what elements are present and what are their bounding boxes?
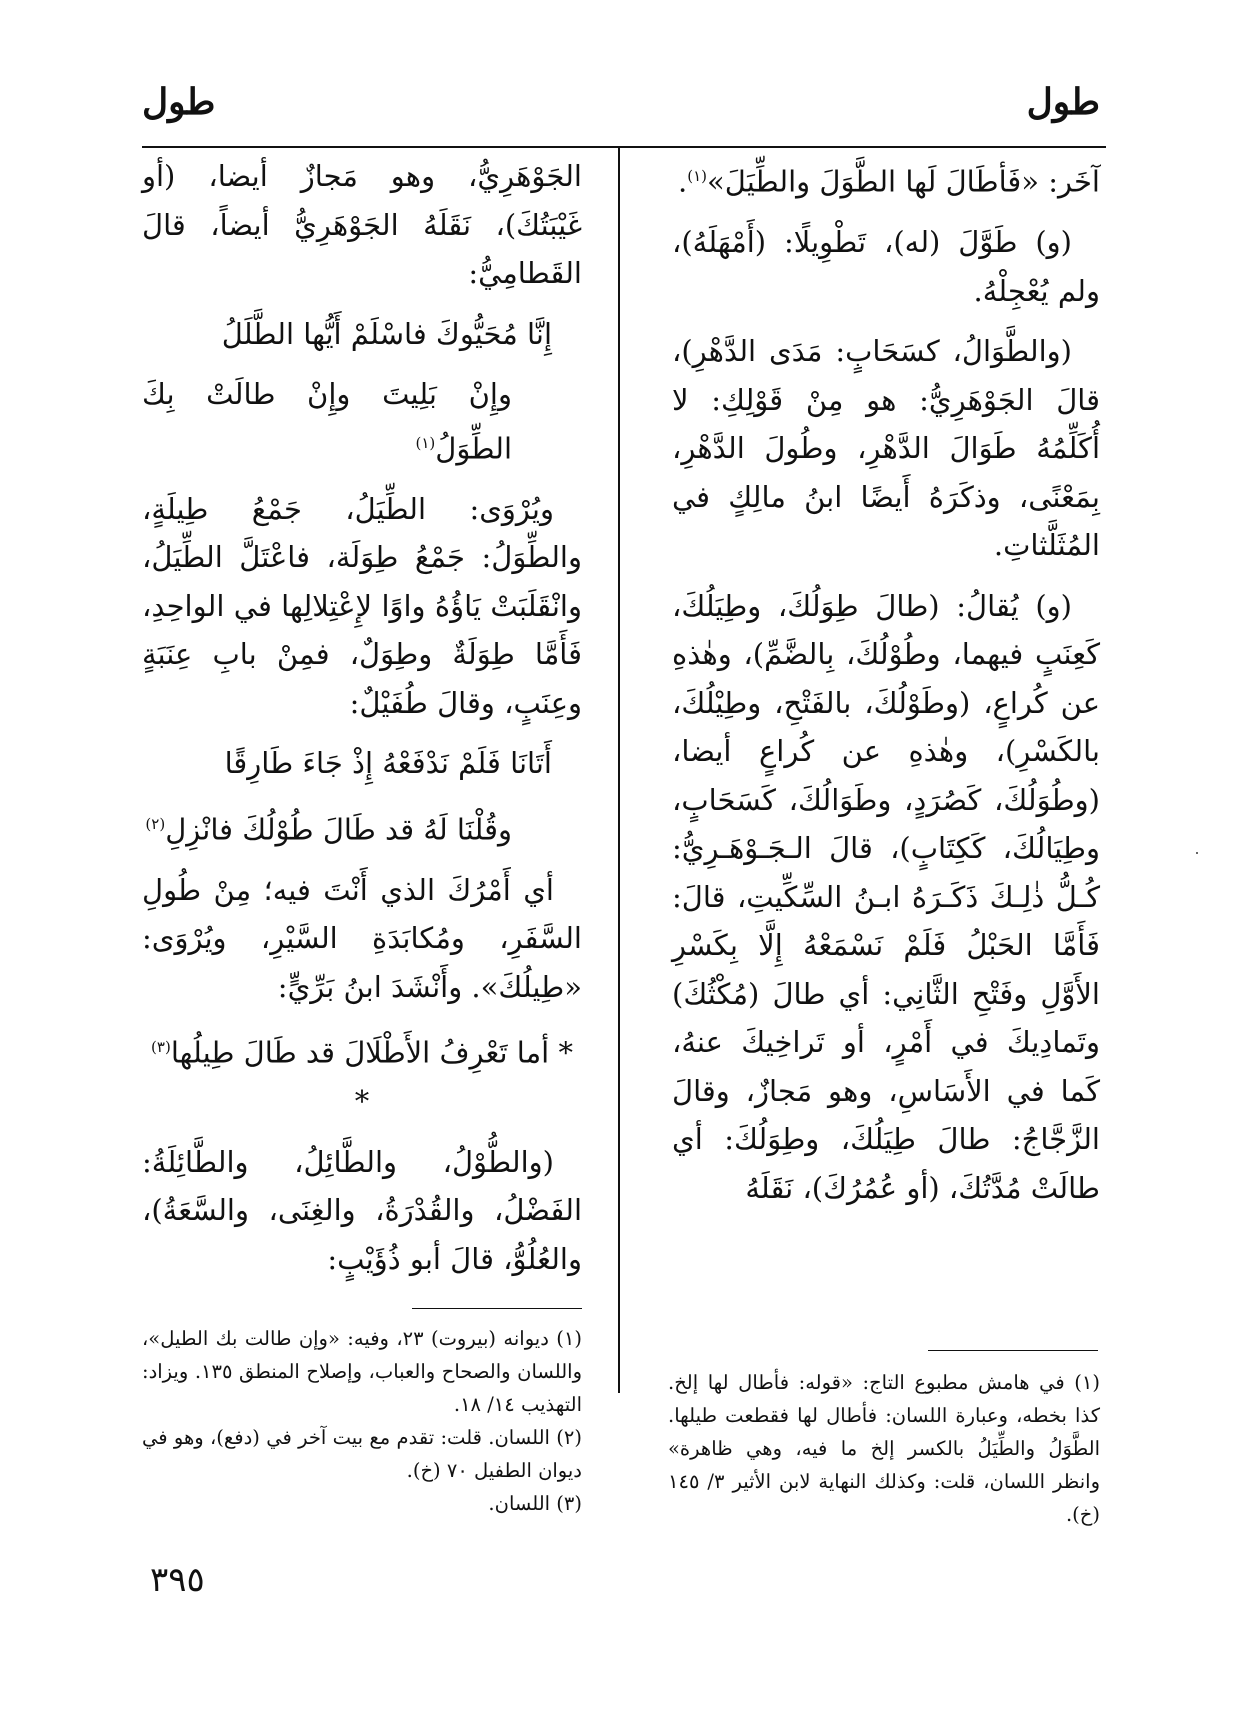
scan-speck — [1196, 852, 1198, 854]
verse-1-first-hemistich: إِنَّا مُحَيُّوكَ فاسْلَمْ أَيُّها الطَّلَلُ — [221, 316, 552, 351]
verse-3-end: * — [354, 1084, 370, 1119]
header-rule — [142, 146, 1106, 148]
verse-2b-text: وقُلْنَا لَهُ قد طَالَ طُوْلُكَ فانْزِلِ — [165, 812, 512, 847]
verse-3-text: * أما تَعْرِفُ الأَطْلَالَ قد طَالَ طِيلُها — [170, 1035, 573, 1070]
header-root-word-left: طول — [142, 81, 216, 123]
left-column — [142, 152, 582, 1295]
left-paragraph-2: ويُرْوَى: الطِّيَلُ، جَمْعُ طِيلَةٍ، والطِّوَلُ: جَمْعُ طِوَلَة، فاعْتَلَّ الطِّيَلُ، وانْقَلَبَتْ يَاؤُهُ واوًا لإِعْتِلالِها في الواحِدِ، فَأَمَّا طِوَلَةٌ وطِوَلٌ، فمِنْ بابِ عِنَبَةٍ وعِنَبٍ، وقالَ طُفَيْلٌ: — [142, 491, 582, 720]
right-column — [672, 152, 1100, 1224]
right-paragraph-3: (والطَّوَالُ، كسَحَابٍ: مَدَى الدَّهْرِ)، قالَ الجَوْهَرِيُّ: هو مِنْ قَوْلِكِ: لا أُكَلِّمُهُ طَوَالَ الدَّهْرِ، وطُولَ الدَّهْرِ، بِمَعْنًى، وذكَرَهُ أَيضًا ابنُ مالِكٍ في المُثَلَّثاتِ. — [672, 334, 1100, 563]
footnote-rule-left — [412, 1308, 582, 1309]
right-paragraph-4: (و) يُقالُ: (طالَ طِوَلُكَ، وطِيَلُكَ، كَعِنَبٍ فيهما، وطُوْلُكَ، بِالضَّمِّ)، وهٰذهِ عن كُراعٍ، (وطَوْلُكَ، بالفَتْحِ، وطِيْلُكَ، بالكَسْرِ)، وهٰذهِ عن كُراعٍ أيضا، (وطُوَلُكَ، كَصُرَدٍ، وطَوَالُكَ، كَسَحَابٍ، وطِيَالُكَ، كَكِتَابٍ)، قالَ الـجَـوْهَـرِيُّ: كُـلُّ ذٰلِـكَ ذَكَـرَهُ ابـنُ السِّكِّيتِ، قالَ: فَأَمَّا الحَبْلُ فَلَمْ نَسْمَعْهُ إِلَّا بِكَسْرِ الأَوَّلِ وفَتْحِ الثَّانِي: أي طالَ (مُكْثُكَ) وتَمادِيكَ في أَمْرٍ، أو تَراخِيكَ عنهُ، كَما في الأَسَاسِ، وهو مَجازٌ، وقالَ الزَّجَّاجُ: طالَ طِيَلُكَ، وطِوَلُكَ: أي طالَتْ مُدَّتُكَ، (أو عُمُرُكَ)، نَقَلَهُ — [672, 588, 1100, 1205]
footnote: (١) في هامش مطبوع التاج: «قوله: فأطال لها إلخ. كذا بخطه، وعبارة اللسان: فأطال لها فقطعت طيلها. الطَّوَلُ والطِّيَلُ بالكسر إلخ ما فيه، وهي ظاهرة» وانظر اللسان، قلت: وكذلك النهاية لابن الأثير ٣/ ١٤٥ (خ). — [668, 1371, 1100, 1526]
page-number: ٣٩٥ — [150, 1560, 205, 1600]
footnote-ref: (١) — [687, 167, 708, 185]
footnote-ref: (٣) — [151, 1038, 171, 1057]
footnote-rule-right — [928, 1350, 1098, 1351]
verse-2-first-hemistich: أَتَانَا فَلَمْ نَدْفَعْهُ إِذْ جَاءَ طَارِقًا — [224, 746, 552, 781]
footnotes-left — [142, 1322, 582, 1520]
right-p1-text: آخَر: «فَأطَالَ لَها الطَّوَلَ والطِّيَلَ» — [707, 164, 1100, 199]
right-paragraph-2: (و) طَوَّلَ (له)، تَطْوِيلًا: (أَمْهَلَهُ)، ولم يُعْجِلْهُ. — [672, 225, 1100, 308]
left-paragraph-1: الجَوْهَرِيُّ، وهو مَجازٌ أيضا، (أو غَيْبَتُكَ)، نَقَلَهُ الجَوْهَرِيُّ أيضاً، قالَ القَطامِيُّ: — [142, 159, 582, 290]
left-paragraph-3: أي أَمْرُكَ الذي أَنْتَ فيه؛ مِنْ طُولِ السَّفَرِ، ومُكابَدَةِ السَّيْرِ، ويُرْوَى: «طِيلُكَ». وأَنْشَدَ ابنُ بَرِّيٍّ: — [142, 872, 582, 1004]
verse-3 — [142, 1023, 582, 1126]
footnote: (١) ديوانه (بيروت) ٢٣، وفيه: «وإن طالت بك الطيل»، واللسان والصحاح والعباب، وإصلاح المنطق ١٣٥. ويزاد: التهذيب ١٤/ ١٨. — [142, 1327, 583, 1416]
footnote-ref: (١) — [415, 433, 436, 452]
verse-2-second-hemistich — [142, 800, 582, 854]
footnote: (٢) اللسان. قلت: تقدم مع بيت آخر في (دفع)، وهو في ديوان الطفيل ٧٠ (خ). — [142, 1426, 582, 1482]
footnote: (٣) اللسان. — [488, 1492, 582, 1515]
footnote-ref: (٢) — [145, 814, 166, 833]
right-paragraph-1 — [672, 152, 1100, 206]
verse-1-second-hemistich — [142, 370, 582, 473]
left-paragraph-4: (والطُّوْلُ، والطَّائِلُ، والطَّائِلَةُ: الفَضْلُ، والقُدْرَةُ، والغِنَى، والسَّعَةُ)، والعُلُوُّ، قالَ أبو ذُؤَيْبٍ: — [142, 1144, 582, 1276]
header-root-word-right: طول — [1026, 81, 1100, 123]
column-divider — [618, 148, 620, 1393]
footnotes-right — [668, 1366, 1100, 1531]
right-p1-end: . — [678, 164, 688, 199]
verse-1b-text: وإِنْ بَلِيتَ وإِنْ طالَتْ بِكَ الطِّوَلُ — [142, 377, 512, 466]
